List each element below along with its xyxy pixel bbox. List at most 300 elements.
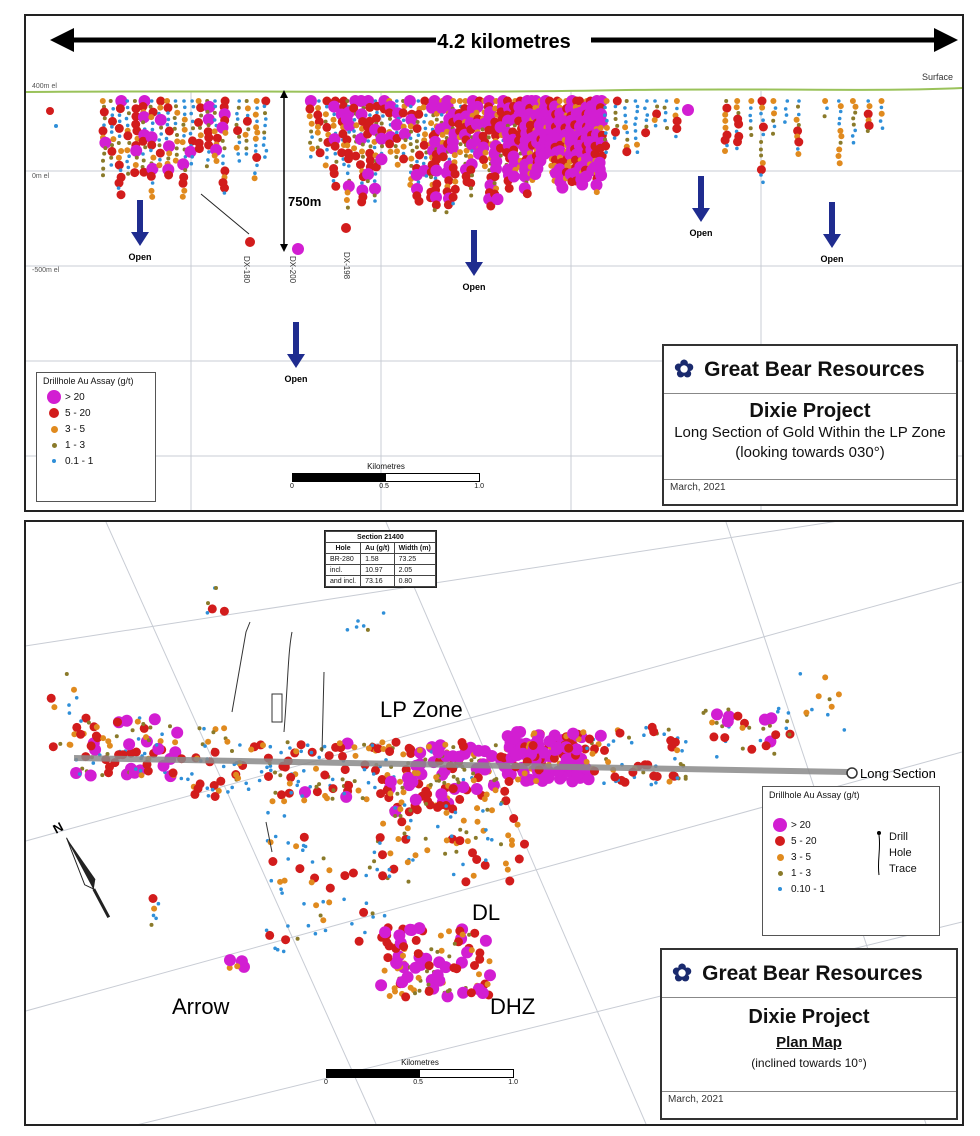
assay-marker xyxy=(304,845,308,849)
assay-marker xyxy=(254,149,258,153)
assay-marker xyxy=(127,111,131,115)
section-table xyxy=(324,530,437,588)
callout-line xyxy=(201,194,249,234)
assay-marker xyxy=(47,694,56,703)
assay-marker xyxy=(378,841,382,845)
assay-marker xyxy=(828,697,832,701)
assay-marker xyxy=(383,914,387,918)
assay-marker xyxy=(206,611,210,615)
assay-marker xyxy=(166,111,170,115)
assay-marker xyxy=(432,200,441,209)
company-name: Great Bear Resources xyxy=(702,961,923,985)
assay-marker xyxy=(735,147,739,151)
assay-marker xyxy=(397,806,403,812)
assay-marker xyxy=(493,787,499,793)
assay-marker xyxy=(627,736,631,740)
assay-marker xyxy=(245,152,249,156)
assay-marker xyxy=(323,111,329,117)
assay-marker xyxy=(411,858,415,862)
assay-marker xyxy=(810,708,814,712)
assay-marker xyxy=(585,747,589,751)
project-name: Dixie Project xyxy=(748,1006,870,1028)
assay-marker xyxy=(149,188,155,194)
assay-marker xyxy=(199,114,203,118)
assay-marker xyxy=(511,726,523,738)
assay-marker xyxy=(425,987,434,996)
assay-marker xyxy=(395,162,401,168)
assay-marker xyxy=(438,933,444,939)
assay-marker xyxy=(403,832,407,836)
legend-label: 5 - 20 xyxy=(65,407,91,419)
assay-marker xyxy=(733,712,742,721)
assay-marker xyxy=(260,742,266,748)
assay-marker xyxy=(313,902,319,908)
assay-marker xyxy=(149,894,158,903)
assay-marker xyxy=(787,733,791,737)
assay-marker xyxy=(757,165,766,174)
assay-marker xyxy=(603,138,607,142)
assay-marker xyxy=(540,771,552,783)
assay-marker xyxy=(533,778,539,784)
assay-marker xyxy=(401,786,405,790)
assay-marker xyxy=(293,748,299,754)
assay-marker xyxy=(413,991,417,995)
assay-marker xyxy=(309,146,315,152)
assay-marker xyxy=(340,791,352,803)
assay-marker xyxy=(866,129,870,133)
assay-marker xyxy=(484,828,488,832)
assay-marker xyxy=(270,879,274,883)
assay-marker xyxy=(508,171,520,183)
assay-marker xyxy=(326,867,332,873)
assay-marker xyxy=(192,105,196,109)
assay-marker xyxy=(422,131,428,137)
table-cell: and incl. xyxy=(326,576,361,587)
assay-marker xyxy=(470,929,479,938)
assay-marker xyxy=(625,131,629,135)
legend-symbol xyxy=(51,426,58,433)
assay-marker xyxy=(415,160,419,164)
assay-marker xyxy=(499,154,503,158)
assay-marker xyxy=(622,147,631,156)
assay-marker xyxy=(452,775,456,779)
assay-marker xyxy=(471,772,475,776)
assay-marker xyxy=(476,971,482,977)
assay-marker xyxy=(235,112,239,116)
assay-marker xyxy=(614,105,618,109)
assay-marker xyxy=(244,146,248,150)
assay-marker xyxy=(323,162,329,168)
assay-marker xyxy=(451,202,455,206)
assay-marker xyxy=(373,146,377,150)
assay-marker xyxy=(881,126,885,130)
assay-marker xyxy=(189,132,193,136)
legend-symbol xyxy=(778,887,782,891)
assay-marker xyxy=(702,711,706,715)
assay-marker xyxy=(115,179,124,188)
assay-marker xyxy=(147,141,156,150)
assay-marker xyxy=(109,99,113,103)
assay-marker xyxy=(580,729,586,735)
plan-map-legend xyxy=(762,786,940,936)
assay-marker xyxy=(309,155,313,159)
assay-marker xyxy=(367,781,371,785)
assay-marker xyxy=(206,601,210,605)
assay-marker xyxy=(103,146,107,150)
assay-marker xyxy=(471,873,477,879)
assay-marker xyxy=(401,992,410,1001)
legend-item xyxy=(763,865,873,881)
assay-marker xyxy=(362,624,366,628)
assay-marker xyxy=(405,825,411,831)
assay-marker xyxy=(311,860,315,864)
assay-marker xyxy=(254,98,260,104)
assay-marker xyxy=(130,145,142,157)
open-label: Open xyxy=(128,252,152,262)
assay-marker xyxy=(762,133,766,137)
assay-marker xyxy=(205,110,209,114)
assay-marker xyxy=(676,776,680,780)
assay-marker xyxy=(253,124,259,130)
assay-marker xyxy=(326,884,335,893)
assay-marker xyxy=(391,119,403,131)
assay-marker xyxy=(829,704,835,710)
assay-marker xyxy=(394,148,400,154)
assay-marker xyxy=(235,775,241,781)
assay-marker xyxy=(422,120,426,124)
assay-marker xyxy=(794,117,800,123)
assay-marker xyxy=(159,126,163,130)
open-arrow-shaft xyxy=(829,202,835,236)
assay-marker xyxy=(149,194,155,200)
assay-marker xyxy=(264,772,273,781)
assay-marker xyxy=(221,725,227,731)
assay-marker xyxy=(182,99,186,103)
assay-marker xyxy=(349,869,358,878)
assay-marker xyxy=(105,738,111,744)
assay-marker xyxy=(147,172,156,181)
long-section-legend xyxy=(36,372,156,502)
assay-marker xyxy=(212,153,218,159)
assay-marker xyxy=(470,961,479,970)
assay-marker xyxy=(292,243,304,255)
assay-marker xyxy=(297,780,301,784)
assay-marker xyxy=(450,963,459,972)
assay-marker xyxy=(444,804,448,808)
assay-marker xyxy=(445,210,449,214)
assay-marker xyxy=(155,114,167,126)
assay-marker xyxy=(403,803,407,807)
assay-marker xyxy=(816,693,822,699)
assay-marker xyxy=(667,728,671,732)
assay-marker xyxy=(663,119,667,123)
assay-marker xyxy=(529,168,541,180)
assay-marker xyxy=(126,172,130,176)
assay-marker xyxy=(636,150,640,154)
assay-marker xyxy=(380,122,384,126)
scalebar-tick: 1.0 xyxy=(474,483,484,490)
assay-marker xyxy=(461,863,465,867)
assay-marker xyxy=(395,131,399,135)
assay-marker xyxy=(107,147,116,156)
assay-marker xyxy=(205,164,209,168)
assay-marker xyxy=(268,857,277,866)
project-name: Dixie Project xyxy=(749,400,871,422)
assay-marker xyxy=(759,123,768,132)
assay-marker xyxy=(253,171,257,175)
assay-marker xyxy=(174,99,178,103)
assay-marker xyxy=(595,730,607,742)
assay-marker xyxy=(116,104,125,113)
assay-marker xyxy=(334,152,338,156)
assay-marker xyxy=(174,138,180,144)
assay-marker xyxy=(211,792,220,801)
legend-item xyxy=(763,881,873,897)
assay-marker xyxy=(299,750,303,754)
assay-marker xyxy=(360,181,364,185)
assay-marker xyxy=(464,830,468,834)
drill-trace-label: Drill Hole Trace xyxy=(889,831,917,875)
assay-marker xyxy=(263,155,267,159)
assay-marker xyxy=(206,158,210,162)
assay-marker xyxy=(238,141,242,145)
scalebar-tick: 0 xyxy=(290,483,294,490)
assay-marker xyxy=(684,740,688,744)
open-arrow-shaft xyxy=(471,230,477,264)
open-label: Open xyxy=(820,254,844,264)
assay-marker xyxy=(277,790,286,799)
assay-marker xyxy=(399,814,403,818)
assay-marker xyxy=(402,772,414,784)
assay-marker xyxy=(150,155,156,161)
assay-marker xyxy=(265,931,274,940)
assay-marker xyxy=(117,141,121,145)
assay-marker xyxy=(499,842,503,846)
assay-marker xyxy=(347,130,351,134)
assay-marker xyxy=(453,751,465,763)
assay-marker xyxy=(342,163,346,167)
assay-marker xyxy=(674,747,680,753)
assay-marker xyxy=(230,786,234,790)
assay-marker xyxy=(726,708,730,712)
assay-marker xyxy=(230,749,234,753)
assay-marker xyxy=(320,771,329,780)
assay-marker xyxy=(615,124,619,128)
assay-marker xyxy=(446,989,450,993)
assay-marker xyxy=(837,122,841,126)
assay-marker xyxy=(106,752,110,756)
assay-marker xyxy=(449,815,453,819)
assay-marker xyxy=(796,147,800,151)
assay-marker xyxy=(443,852,447,856)
assay-marker xyxy=(315,785,319,789)
assay-marker xyxy=(759,148,763,152)
dl-zone-label: DL xyxy=(472,900,501,925)
assay-marker xyxy=(373,179,377,183)
assay-marker xyxy=(182,134,186,138)
assay-marker xyxy=(467,933,471,937)
legend-symbol xyxy=(49,408,59,418)
assay-marker xyxy=(385,941,394,950)
assay-marker xyxy=(334,160,338,164)
assay-marker xyxy=(405,859,411,865)
assay-marker xyxy=(485,808,489,812)
assay-marker xyxy=(428,120,434,126)
assay-marker xyxy=(378,871,387,880)
assay-marker xyxy=(722,112,728,118)
assay-marker xyxy=(652,117,658,123)
assay-marker xyxy=(68,711,72,715)
assay-marker xyxy=(286,841,290,845)
assay-marker xyxy=(366,628,370,632)
assay-marker xyxy=(785,727,789,731)
assay-marker xyxy=(359,149,365,155)
assay-marker xyxy=(123,131,132,140)
open-label: Open xyxy=(689,228,713,238)
assay-marker xyxy=(402,119,406,123)
assay-marker xyxy=(387,993,393,999)
assay-marker xyxy=(474,836,478,840)
assay-marker xyxy=(102,152,106,156)
assay-marker xyxy=(415,770,421,776)
scalebar-title: Kilometres xyxy=(401,1058,439,1067)
assay-marker xyxy=(473,745,485,757)
assay-marker xyxy=(409,137,413,141)
assay-marker xyxy=(345,190,351,196)
assay-marker xyxy=(722,148,728,154)
assay-marker xyxy=(126,124,130,128)
assay-marker xyxy=(309,879,315,885)
assay-marker xyxy=(310,135,314,139)
assay-marker xyxy=(622,124,628,130)
assay-marker xyxy=(280,891,284,895)
assay-marker xyxy=(449,784,458,793)
assay-marker xyxy=(346,206,350,210)
assay-marker xyxy=(331,778,335,782)
assay-marker xyxy=(485,981,491,987)
legend-item xyxy=(763,833,873,849)
assay-marker xyxy=(762,741,771,750)
assay-marker xyxy=(759,173,763,177)
assay-marker xyxy=(373,193,377,197)
assay-marker xyxy=(770,98,776,104)
assay-marker xyxy=(79,719,83,723)
assay-marker xyxy=(447,142,459,154)
assay-marker xyxy=(838,133,844,139)
assay-marker xyxy=(255,106,259,110)
long-section-title-block xyxy=(662,344,958,506)
assay-marker xyxy=(151,181,155,185)
assay-marker xyxy=(141,120,145,124)
assay-marker xyxy=(127,154,131,158)
assay-marker xyxy=(320,917,326,923)
assay-marker xyxy=(364,874,368,878)
assay-marker xyxy=(54,124,58,128)
assay-marker xyxy=(67,742,73,748)
assay-marker xyxy=(451,185,460,194)
assay-marker xyxy=(433,208,437,212)
assay-marker xyxy=(166,123,170,127)
assay-marker xyxy=(297,740,306,749)
assay-marker xyxy=(440,113,444,117)
assay-marker xyxy=(175,133,179,137)
assay-marker xyxy=(865,121,874,130)
assay-marker xyxy=(142,159,146,163)
assay-marker xyxy=(194,118,203,127)
assay-marker xyxy=(373,851,377,855)
assay-marker xyxy=(529,741,538,750)
table-cell: 1.58 xyxy=(361,554,395,565)
hole-label: DX-200 xyxy=(288,256,297,284)
assay-marker xyxy=(413,805,422,814)
assay-marker xyxy=(825,106,829,110)
assay-marker xyxy=(124,147,130,153)
assay-marker xyxy=(388,874,392,878)
assay-marker xyxy=(286,740,290,744)
assay-marker xyxy=(654,124,658,128)
assay-marker xyxy=(413,852,419,858)
assay-marker xyxy=(644,125,648,129)
assay-marker xyxy=(353,779,357,783)
assay-marker xyxy=(238,159,242,163)
assay-marker xyxy=(391,957,403,969)
assay-marker xyxy=(634,129,638,133)
assay-marker xyxy=(468,848,477,857)
assay-marker xyxy=(515,822,521,828)
assay-marker xyxy=(288,746,292,750)
assay-marker xyxy=(401,144,407,150)
bear-paw-icon: ✿ xyxy=(674,356,695,383)
assay-marker xyxy=(99,126,108,135)
assay-marker xyxy=(424,847,430,853)
assay-marker xyxy=(633,122,637,126)
assay-marker xyxy=(458,828,462,832)
assay-marker xyxy=(353,118,357,122)
assay-marker xyxy=(392,738,401,747)
assay-marker xyxy=(794,138,803,147)
assay-marker xyxy=(351,145,357,151)
section-table-title: Section 21400 xyxy=(326,532,436,543)
assay-marker xyxy=(147,738,151,742)
assay-marker xyxy=(452,152,458,158)
open-arrow-shaft xyxy=(698,176,704,210)
assay-marker xyxy=(853,129,857,133)
assay-marker xyxy=(110,136,116,142)
assay-marker xyxy=(135,719,141,725)
assay-marker xyxy=(296,937,300,941)
assay-marker xyxy=(226,790,230,794)
assay-marker xyxy=(340,871,349,880)
assay-marker xyxy=(371,911,375,915)
assay-marker xyxy=(425,961,434,970)
assay-marker xyxy=(273,771,277,775)
assay-marker xyxy=(634,117,638,121)
assay-marker xyxy=(663,106,667,110)
assay-marker xyxy=(415,197,424,206)
assay-marker xyxy=(395,99,399,103)
assay-marker xyxy=(409,105,413,109)
assay-marker xyxy=(71,687,77,693)
assay-marker xyxy=(282,878,288,884)
assay-marker xyxy=(487,135,491,139)
assay-marker xyxy=(641,128,650,137)
assay-marker xyxy=(839,110,843,114)
assay-marker xyxy=(454,811,458,815)
assay-marker xyxy=(306,743,310,747)
assay-marker xyxy=(341,765,350,774)
assay-marker xyxy=(603,106,607,110)
assay-marker xyxy=(839,141,843,145)
